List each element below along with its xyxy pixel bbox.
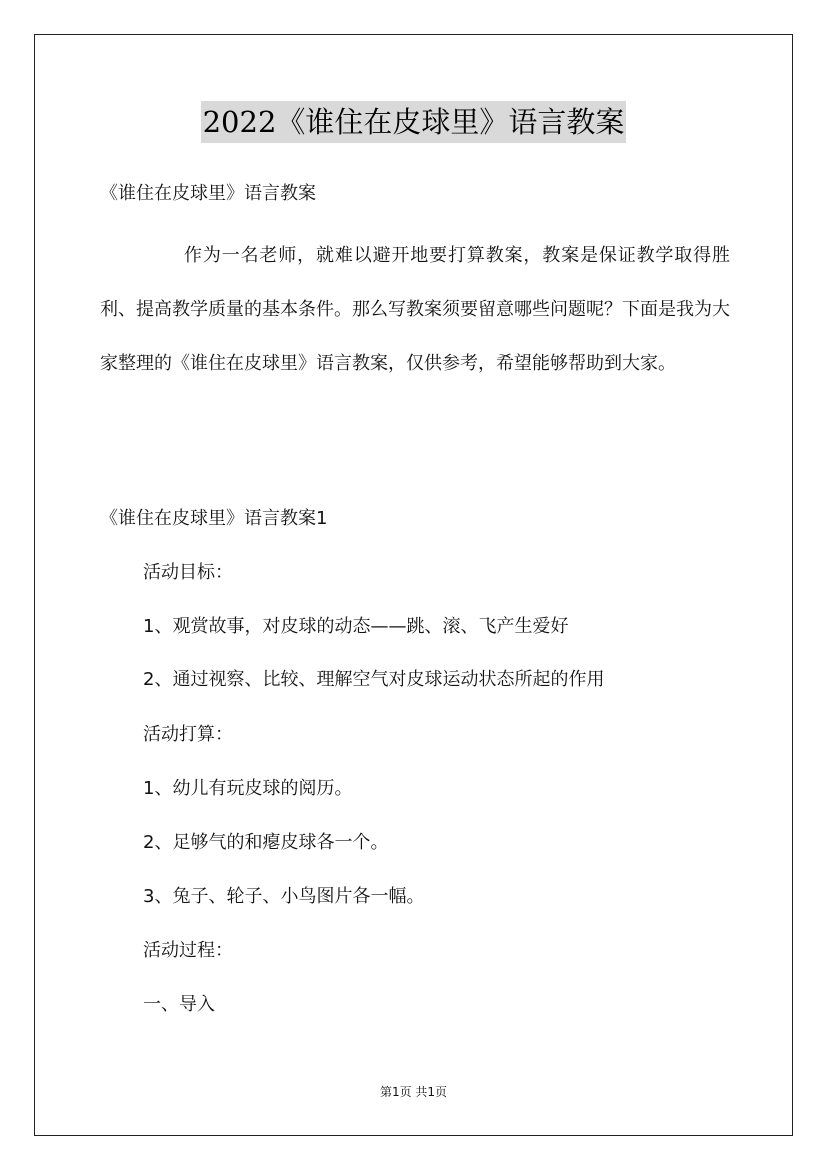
intro-paragraph: 作为一名老师，就难以避开地要打算教案，教案是保证教学取得胜利、提高教学质量的基本条件。那么写教案须要留意哪些问题呢？下面是我为大家整理的《谁住在皮球里》语言教案，仅供参考，希望能够帮助到大家。 xyxy=(100,245,730,374)
title-container xyxy=(0,101,827,143)
goals-label: 活动目标： xyxy=(143,562,233,583)
prep-item-1: 1、幼儿有玩皮球的阅历。 xyxy=(143,778,353,799)
document-subtitle: 《谁住在皮球里》语言教案 xyxy=(100,183,316,204)
process-label: 活动过程： xyxy=(143,940,233,961)
goal-item-1: 1、观赏故事，对皮球的动态——跳、滚、飞产生爱好 xyxy=(143,616,569,637)
section-heading: 《谁住在皮球里》语言教案1 xyxy=(100,508,328,529)
prep-label: 活动打算： xyxy=(143,724,233,745)
goal-item-2: 2、通过视察、比较、理解空气对皮球运动状态所起的作用 xyxy=(143,669,605,690)
prep-item-3: 3、兔子、轮子、小鸟图片各一幅。 xyxy=(143,886,425,907)
prep-item-2: 2、足够气的和瘪皮球各一个。 xyxy=(143,832,389,853)
process-item-1: 一、导入 xyxy=(143,994,215,1015)
page-footer: 第1页 共1页 xyxy=(379,1085,448,1099)
document-title: 2022《谁住在皮球里》语言教案 xyxy=(201,101,627,143)
